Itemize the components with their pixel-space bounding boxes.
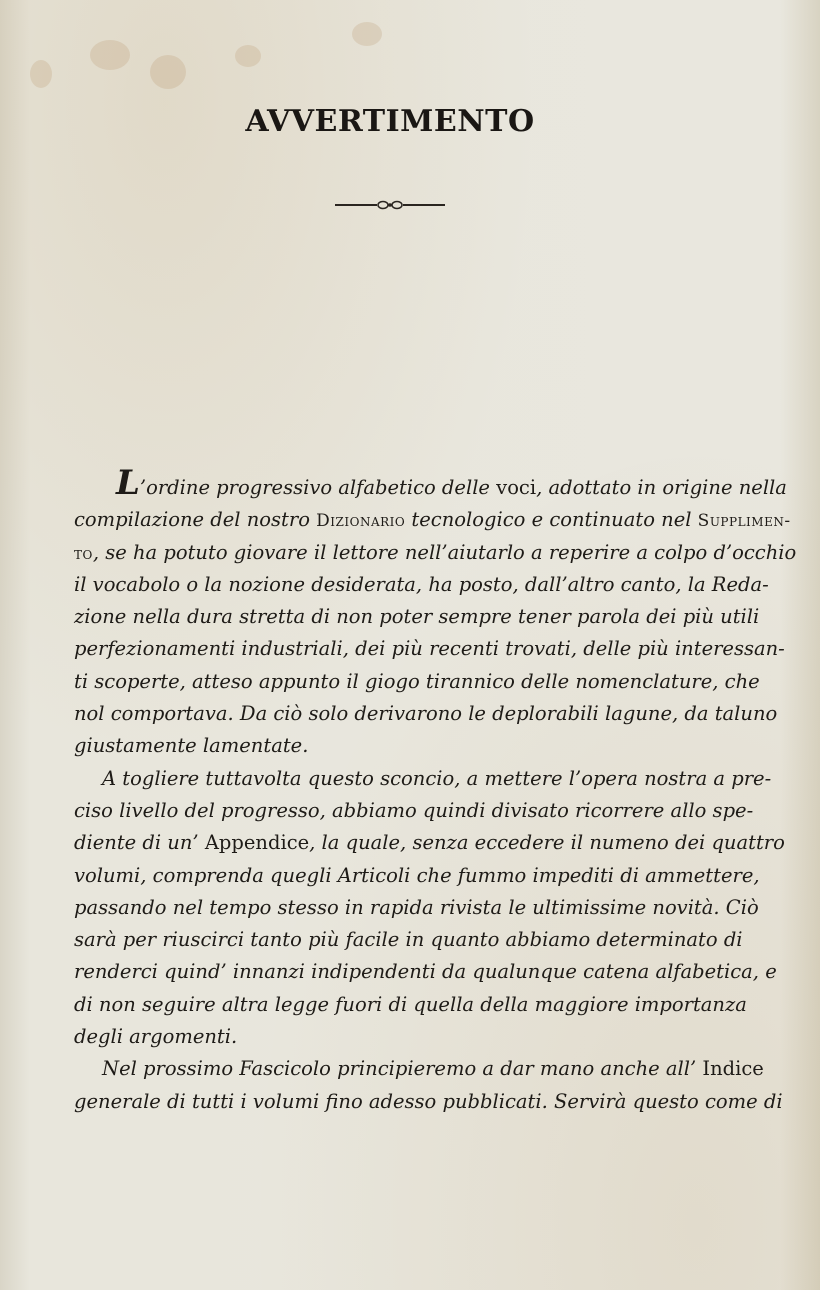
text-line: generale di tutti i volumi fino adesso pubblicati. Servirà questo come di <box>74 1089 783 1113</box>
text-line: ciso livello del progresso, abbiamo quindi divisato ricorrere allo spe- <box>74 798 754 822</box>
text-line: sarà per riuscirci tanto più facile in quanto abbiamo determinato di <box>74 928 743 952</box>
small-caps-run: Supplimen- <box>697 511 791 532</box>
text-run: Appendice <box>204 831 310 855</box>
text-line: renderci quind’ innanzi indipendenti da qualunque catena alfabetica, e <box>74 960 777 984</box>
text-line: A togliere tuttavolta questo sconcio, a mettere l’opera nostra a pre- <box>102 766 772 790</box>
text-run: diente di un’ <box>74 831 205 855</box>
text-run: Nel prossimo Fascicolo principieremo a dar mano anche all’ <box>102 1057 703 1081</box>
text-line <box>74 1053 764 1085</box>
text-run: tecnologico e continuato nel <box>405 508 698 532</box>
ornament-divider-icon <box>333 195 447 215</box>
text-line: di non seguire altra legge fuori di quella della maggiore importanza <box>74 992 747 1016</box>
text-line <box>74 504 791 536</box>
text-line: degli argomenti. <box>74 1025 238 1049</box>
text-line: il vocabolo o la nozione desiderata, ha posto, dall’altro canto, la Reda- <box>74 572 769 596</box>
text-line: zione nella dura stretta di non poter sempre tener parola dei più utili <box>74 605 760 629</box>
text-line <box>74 463 787 504</box>
text-run: , se ha potuto giovare il lettore nell’aiutarlo a reperire a colpo d’occhio <box>92 540 797 564</box>
paper-stain <box>90 40 130 70</box>
text-line: perfezionamenti industriali, dei più recenti trovati, delle più interessan- <box>74 637 785 661</box>
text-line: passando nel tempo stesso in rapida rivista le ultimissime novità. Ciò <box>74 895 759 919</box>
small-caps-run: to <box>74 543 93 564</box>
text-line: ti scoperte, atteso appunto il giogo tirannico delle nomenclature, che <box>74 669 760 693</box>
paper-stain <box>352 22 382 46</box>
text-line: giustamente lamentate. <box>74 734 309 758</box>
text-run: voci <box>496 476 537 499</box>
small-caps-run: Dizionario <box>316 511 406 532</box>
text-run: compilazione del nostro <box>74 508 317 532</box>
paper-stain <box>235 45 261 67</box>
text-line <box>74 537 797 569</box>
text-run: , la quale, senza eccedere il numeno dei quattro <box>309 831 785 855</box>
text-run: Indice <box>702 1057 764 1081</box>
paper-stain <box>30 60 52 88</box>
text-line: volumi, comprenda quegli Articoli che fummo impediti di ammettere, <box>74 863 760 887</box>
text-run: , adottato in origine nella <box>536 476 787 499</box>
text-line <box>74 827 785 859</box>
text-run: ’ordine progressivo alfabetico delle <box>139 476 497 499</box>
body-text <box>74 463 797 1118</box>
page-title: AVVERTIMENTO <box>245 104 535 139</box>
drop-cap: L <box>116 463 140 503</box>
paper-stain <box>150 55 186 89</box>
text-line: nol comportava. Da ciò solo derivarono le deplorabili lagune, da taluno <box>74 702 778 726</box>
